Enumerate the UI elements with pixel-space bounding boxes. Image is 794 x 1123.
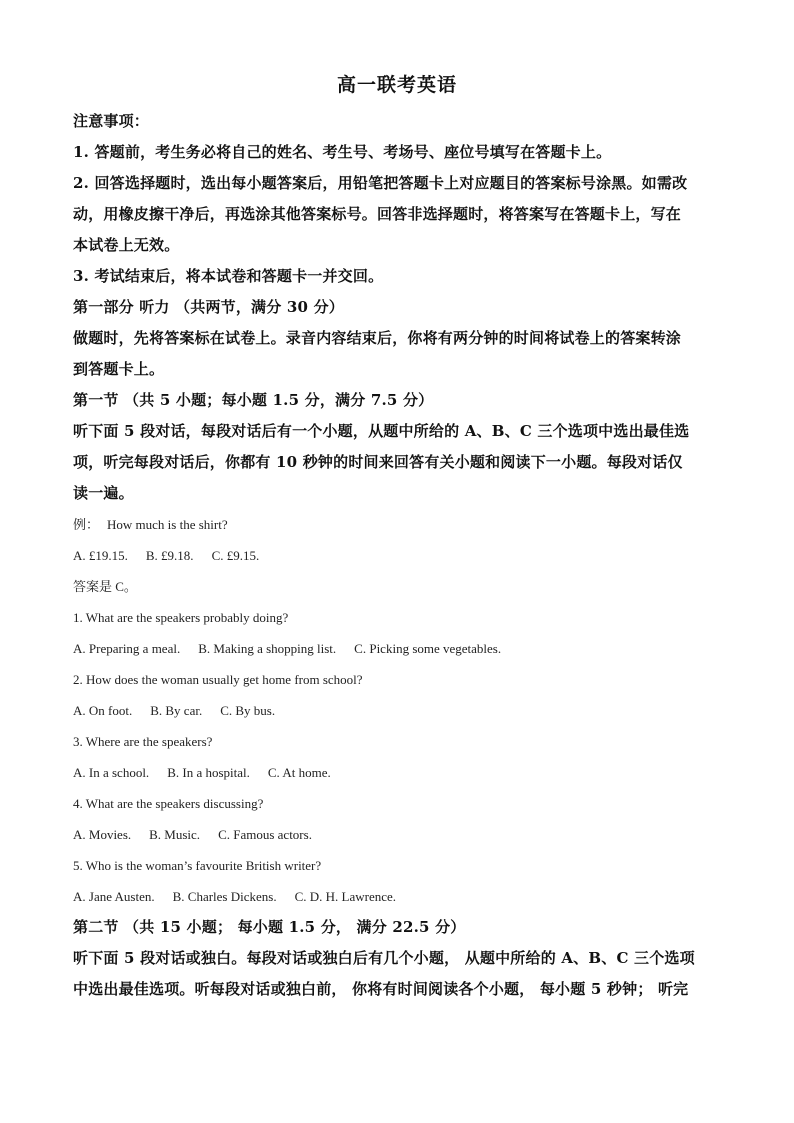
question-5-option-a: A. Jane Austen. [73,889,155,904]
section2-heading: 第二节 （共 15 小题； 每小题 1.5 分， 满分 22.5 分） [73,918,466,936]
question-1-option-a: A. Preparing a meal. [73,641,181,656]
section2-instruction-line-2: 中选出最佳选项。听每段对话或独白前， 你将有时间阅读各个小题， 每小题 5 秒钟； 听完 [73,980,689,998]
question-5: 5. Who is the woman’s favourite British writer? [73,858,322,873]
notice-item-3: 3. 考试结束后，将本试卷和答题卡一并交回。 [73,267,384,285]
example-option-b: B. £9.18. [145,548,194,563]
section1-heading: 第一节 （共 5 小题；每小题 1.5 分，满分 7.5 分） [73,391,434,409]
example-answer: 答案是 C。 [73,579,137,594]
question-4: 4. What are the speakers discussing? [73,796,264,811]
question-5-options [73,881,723,912]
question-5-option-c: C. D. H. Lawrence. [294,889,397,904]
question-3-option-b: B. In a hospital. [167,765,250,780]
question-1-option-c: C. Picking some vegetables. [354,641,502,656]
section1-instruction-line-2: 项，听完每段对话后，你都有 10 秒钟的时间来回答有关小题和阅读下一小题。每段对话仅 [73,453,683,471]
part1-heading: 第一部分 听力 （共两节，满分 30 分） [73,298,344,316]
notice-item-1: 1. 答题前，考生务必将自己的姓名、考生号、考场号、座位号填写在答题卡上。 [73,143,612,161]
question-1: 1. What are the speakers probably doing? [73,610,289,625]
notice-item-2-line-1: 2. 回答选择题时，选出每小题答案后，用铅笔把答题卡上对应题目的答案标号涂黑。如需改 [73,174,688,192]
page-title: 高一联考英语 [336,74,457,96]
question-3: 3. Where are the speakers? [73,734,213,749]
section1-instruction-line-1: 听下面 5 段对话，每段对话后有一个小题，从题中所给的 A、B、C 三个选项中选出最佳选 [73,422,690,440]
example-option-a: A. £19.15. [73,548,128,563]
question-4-options [73,819,723,850]
notice-item-2-line-2: 动，用橡皮擦干净后，再选涂其他答案标号。回答非选择题时，将答案写在答题卡上，写在 [73,205,682,223]
question-2: 2. How does the woman usually get home from school? [73,672,363,687]
example-options [73,540,723,571]
exam-content [73,106,723,1005]
question-2-options [73,695,723,726]
question-1-options [73,633,723,664]
question-1-option-b: B. Making a shopping list. [198,641,337,656]
question-5-option-b: B. Charles Dickens. [172,889,277,904]
section2-instruction-line-1: 听下面 5 段对话或独白。每段对话或独白后有几个小题， 从题中所给的 A、B、C 三个选项 [73,949,695,967]
example-question [73,509,723,540]
question-3-option-a: A. In a school. [73,765,150,780]
question-3-option-c: C. At home. [267,765,331,780]
question-4-option-c: C. Famous actors. [218,827,312,842]
question-2-option-c: C. By bus. [220,703,276,718]
example-label: 例： [73,517,100,532]
section1-instruction-line-3: 读一遍。 [73,484,134,502]
part1-instruction-line-2: 到答题卡上。 [73,360,165,378]
example-option-c: C. £9.15. [211,548,260,563]
question-2-option-b: B. By car. [150,703,203,718]
question-4-option-a: A. Movies. [73,827,132,842]
part1-instruction-line-1: 做题时，先将答案标在试卷上。录音内容结束后，你将有两分钟的时间将试卷上的答案转涂 [73,329,682,347]
question-2-option-a: A. On foot. [73,703,133,718]
question-3-options [73,757,723,788]
question-4-option-b: B. Music. [149,827,201,842]
notice-heading: 注意事项： [73,112,150,130]
notice-item-2-line-3: 本试卷上无效。 [73,236,180,254]
example-question-text: How much is the shirt? [107,517,228,532]
